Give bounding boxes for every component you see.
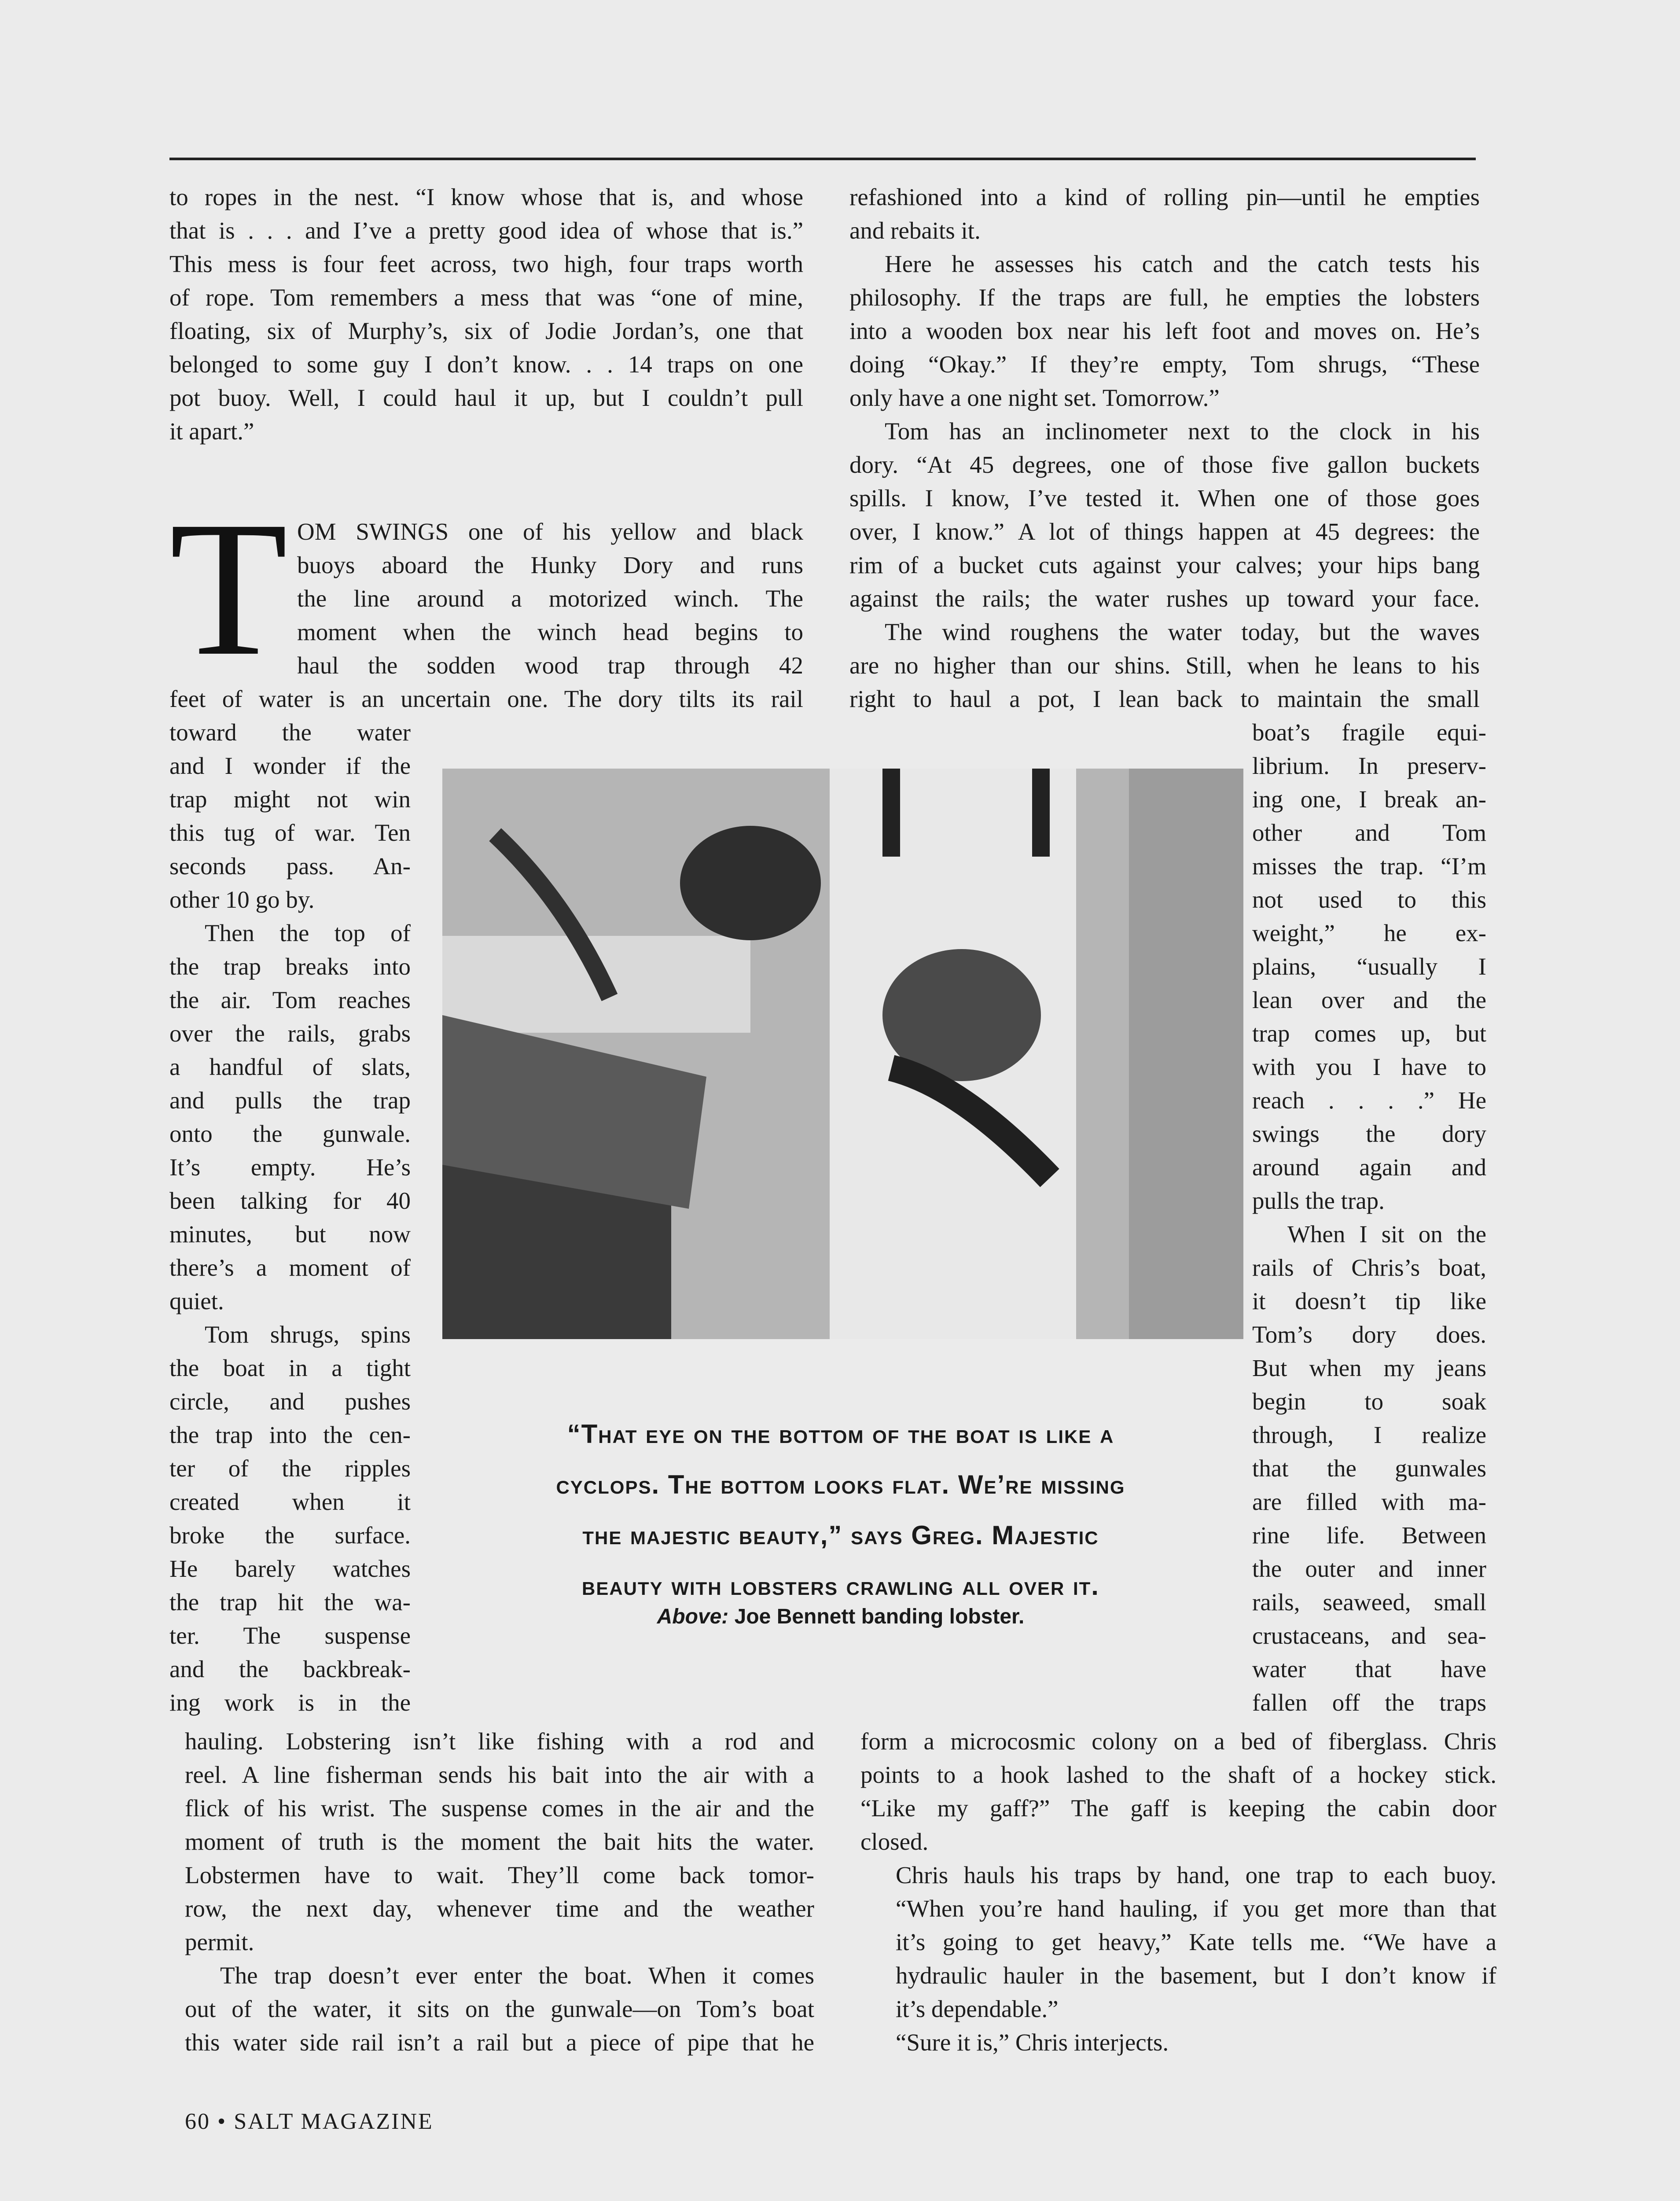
text-line: When I sit on the — [1287, 1221, 1486, 1248]
photo-lobster-banding — [442, 769, 1243, 1339]
text-line: weight,” he ex- — [1252, 920, 1486, 946]
text-line: Chris hauls his traps by hand, one trap to each buoy. — [896, 1862, 1496, 1888]
drop-cap: T — [169, 482, 288, 696]
text-line: haul the sodden wood trap through 42 — [297, 652, 803, 679]
text-line: feet of water is an uncertain one. The dory tilts its rail — [169, 685, 803, 712]
text-line: boat’s fragile equi- — [1252, 719, 1486, 746]
text-line: trap comes up, but — [1252, 1020, 1486, 1047]
photo-caption — [436, 1605, 1246, 1629]
text-line: ing work is in the — [169, 1689, 411, 1716]
text-line: buoys aboard the Hunky Dory and runs — [297, 552, 803, 578]
text-line: He barely watches — [169, 1555, 411, 1582]
column-2-top-text — [849, 180, 1480, 716]
text-line: and I wonder if the — [169, 752, 411, 779]
text-line: it’s going to get heavy,” Kate tells me. “We have a — [896, 1929, 1496, 1955]
text-line: plains, “usually I — [1252, 953, 1486, 980]
text-line: It’s empty. He’s — [169, 1154, 411, 1181]
text-line: “When you’re hand hauling, if you get more than that — [896, 1895, 1496, 1922]
text-line: the outer and inner — [1252, 1555, 1486, 1582]
text-line: moment of truth is the moment the bait hits the water. — [185, 1828, 814, 1855]
text-line: misses the trap. “I’m — [1252, 853, 1486, 880]
text-line: into a wooden box near his left foot and moves on. He’s — [849, 317, 1480, 344]
text-line: swings the dory — [1252, 1120, 1486, 1147]
text-line: toward the water — [169, 719, 411, 746]
text-line: flick of his wrist. The suspense comes in the air and the — [185, 1795, 814, 1822]
caption-label: Above: — [657, 1605, 729, 1628]
text-line: row, the next day, whenever time and the weather — [185, 1895, 814, 1922]
text-line: points to a hook lashed to the shaft of a hockey stick. — [860, 1761, 1496, 1788]
column-2-narrow-text — [1252, 716, 1486, 1719]
text-line: rine life. Between — [1252, 1522, 1486, 1549]
text-line: doing “Okay.” If they’re empty, Tom shrugs, “These — [849, 351, 1480, 378]
text-line: it apart.” — [169, 418, 254, 445]
text-line: to ropes in the nest. “I know whose that is, and whose — [169, 184, 803, 210]
text-line: ter of the ripples — [169, 1455, 411, 1482]
text-line: floating, six of Murphy’s, six of Jodie Jordan’s, one that — [169, 317, 803, 344]
header-rule — [169, 158, 1476, 160]
text-line: The wind roughens the water today, but the waves — [885, 618, 1480, 645]
text-line: rim of a bucket cuts against your calves; your hips bang — [849, 552, 1480, 578]
text-line: not used to this — [1252, 886, 1486, 913]
text-line: the air. Tom reaches — [169, 986, 411, 1013]
text-line: philosophy. If the traps are full, he empties the lobsters — [849, 284, 1480, 311]
text-line: pot buoy. Well, I could haul it up, but I couldn’t pull — [169, 384, 803, 411]
text-line: fallen off the traps — [1252, 1689, 1486, 1716]
text-line: But when my jeans — [1252, 1354, 1486, 1381]
pull-quote-line: beauty with lobsters crawling all over it. — [582, 1571, 1099, 1601]
text-line: this water side rail isn’t a rail but a piece of pipe that he — [185, 2029, 814, 2056]
text-line: Then the top of — [205, 920, 411, 946]
text-line: “Sure it is,” Chris interjects. — [896, 2029, 1169, 2056]
text-line: are filled with ma- — [1252, 1488, 1486, 1515]
pull-quote-line: “That eye on the bottom of the boat is like a — [567, 1419, 1114, 1449]
text-line: of rope. Tom remembers a mess that was “one of mine, — [169, 284, 803, 311]
text-line: librium. In preserv- — [1252, 752, 1486, 779]
text-line: quiet. — [169, 1288, 224, 1314]
page-footer: 60 • SALT MAGAZINE — [185, 2109, 434, 2134]
text-line: over, I know.” A lot of things happen at 45 degrees: the — [849, 518, 1480, 545]
text-line: onto the gunwale. — [169, 1120, 411, 1147]
text-line: trap might not win — [169, 786, 411, 813]
text-line: the line around a motorized winch. The — [297, 585, 803, 612]
photo-illustration — [442, 769, 1243, 1339]
section-opening-text — [169, 515, 803, 716]
text-line: the trap hit the wa- — [169, 1589, 411, 1616]
text-line: other and Tom — [1252, 819, 1486, 846]
text-line: this tug of war. Ten — [169, 819, 411, 846]
text-line: reach . . . .” He — [1252, 1087, 1486, 1114]
text-line: against the rails; the water rushes up toward your face. — [849, 585, 1480, 612]
column-1-bottom-text — [185, 1725, 814, 2059]
text-line: reel. A line fisherman sends his bait into the air with a — [185, 1761, 814, 1788]
text-line: moment when the winch head begins to — [297, 618, 803, 645]
text-line: that the gunwales — [1252, 1455, 1486, 1482]
text-line: the trap breaks into — [169, 953, 411, 980]
text-line: rails, seaweed, small — [1252, 1589, 1486, 1616]
text-line: belonged to some guy I don’t know. . . 14 traps on one — [169, 351, 803, 378]
text-line: and pulls the trap — [169, 1087, 411, 1114]
text-line: other 10 go by. — [169, 886, 315, 913]
text-line: Tom shrugs, spins — [205, 1321, 411, 1348]
text-line: seconds pass. An- — [169, 853, 411, 880]
text-line: through, I realize — [1252, 1421, 1486, 1448]
text-line: closed. — [860, 1828, 929, 1855]
text-line: a handful of slats, — [169, 1053, 411, 1080]
pull-quote-line: cyclops. The bottom looks flat. We’re missing — [556, 1470, 1125, 1499]
text-line: the trap into the cen- — [169, 1421, 411, 1448]
text-line: over the rails, grabs — [169, 1020, 411, 1047]
text-line: hauling. Lobstering isn’t like fishing with a rod and — [185, 1728, 814, 1755]
text-line: circle, and pushes — [169, 1388, 411, 1415]
text-line: This mess is four feet across, two high, four traps worth — [169, 250, 803, 277]
text-line: water that have — [1252, 1656, 1486, 1682]
text-line: spills. I know, I’ve tested it. When one of those goes — [849, 485, 1480, 512]
text-line: that is . . . and I’ve a pretty good idea of whose that is.” — [169, 217, 803, 244]
column-1-narrow-text — [169, 716, 411, 1719]
text-line: OM SWINGS one of his yellow and black — [297, 518, 803, 545]
caption-text: Joe Bennett banding lobster. — [734, 1605, 1025, 1628]
text-line: and the backbreak- — [169, 1656, 411, 1682]
text-line: there’s a moment of — [169, 1254, 411, 1281]
text-line: it’s dependable.” — [896, 1995, 1059, 2022]
column-2-bottom-text — [860, 1725, 1496, 2059]
text-line: Here he assesses his catch and the catch tests his — [885, 250, 1480, 277]
text-line: Lobstermen have to wait. They’ll come back tomor- — [185, 1862, 814, 1888]
text-line: and rebaits it. — [849, 217, 981, 244]
text-line: are no higher than our shins. Still, when he leans to his — [849, 652, 1480, 679]
text-line: refashioned into a kind of rolling pin—until he empties — [849, 184, 1480, 210]
text-line: lean over and the — [1252, 986, 1486, 1013]
text-line: minutes, but now — [169, 1221, 411, 1248]
text-line: ter. The suspense — [169, 1622, 411, 1649]
text-line: The trap doesn’t ever enter the boat. When it comes — [220, 1962, 814, 1989]
text-line: Tom has an inclinometer next to the clock in his — [885, 418, 1480, 445]
text-line: permit. — [185, 1929, 254, 1955]
text-line: with you I have to — [1252, 1053, 1486, 1080]
text-line: form a microcosmic colony on a bed of fiberglass. Chris — [860, 1728, 1496, 1755]
text-line: around again and — [1252, 1154, 1486, 1181]
text-line: crustaceans, and sea- — [1252, 1622, 1486, 1649]
text-line: rails of Chris’s boat, — [1252, 1254, 1486, 1281]
text-line: created when it — [169, 1488, 411, 1515]
text-line: pulls the trap. — [1252, 1187, 1385, 1214]
text-line: out of the water, it sits on the gunwale—on Tom’s boat — [185, 1995, 814, 2022]
text-line: broke the surface. — [169, 1522, 411, 1549]
column-1-top-text — [169, 180, 803, 448]
text-line: hydraulic hauler in the basement, but I don’t know if — [896, 1962, 1496, 1989]
text-line: it doesn’t tip like — [1252, 1288, 1486, 1314]
text-line: the boat in a tight — [169, 1354, 411, 1381]
pull-quote-line: the majestic beauty,” says Greg. Majestic — [582, 1520, 1099, 1550]
text-line: begin to soak — [1252, 1388, 1486, 1415]
text-line: ing one, I break an- — [1252, 786, 1486, 813]
text-line: been talking for 40 — [169, 1187, 411, 1214]
pull-quote — [436, 1409, 1246, 1611]
text-line: right to haul a pot, I lean back to maintain the small — [849, 685, 1480, 712]
text-line: Tom’s dory does. — [1252, 1321, 1486, 1348]
text-line: dory. “At 45 degrees, one of those five gallon buckets — [849, 451, 1480, 478]
text-line: only have a one night set. Tomorrow.” — [849, 384, 1220, 411]
text-line: “Like my gaff?” The gaff is keeping the cabin door — [860, 1795, 1496, 1822]
